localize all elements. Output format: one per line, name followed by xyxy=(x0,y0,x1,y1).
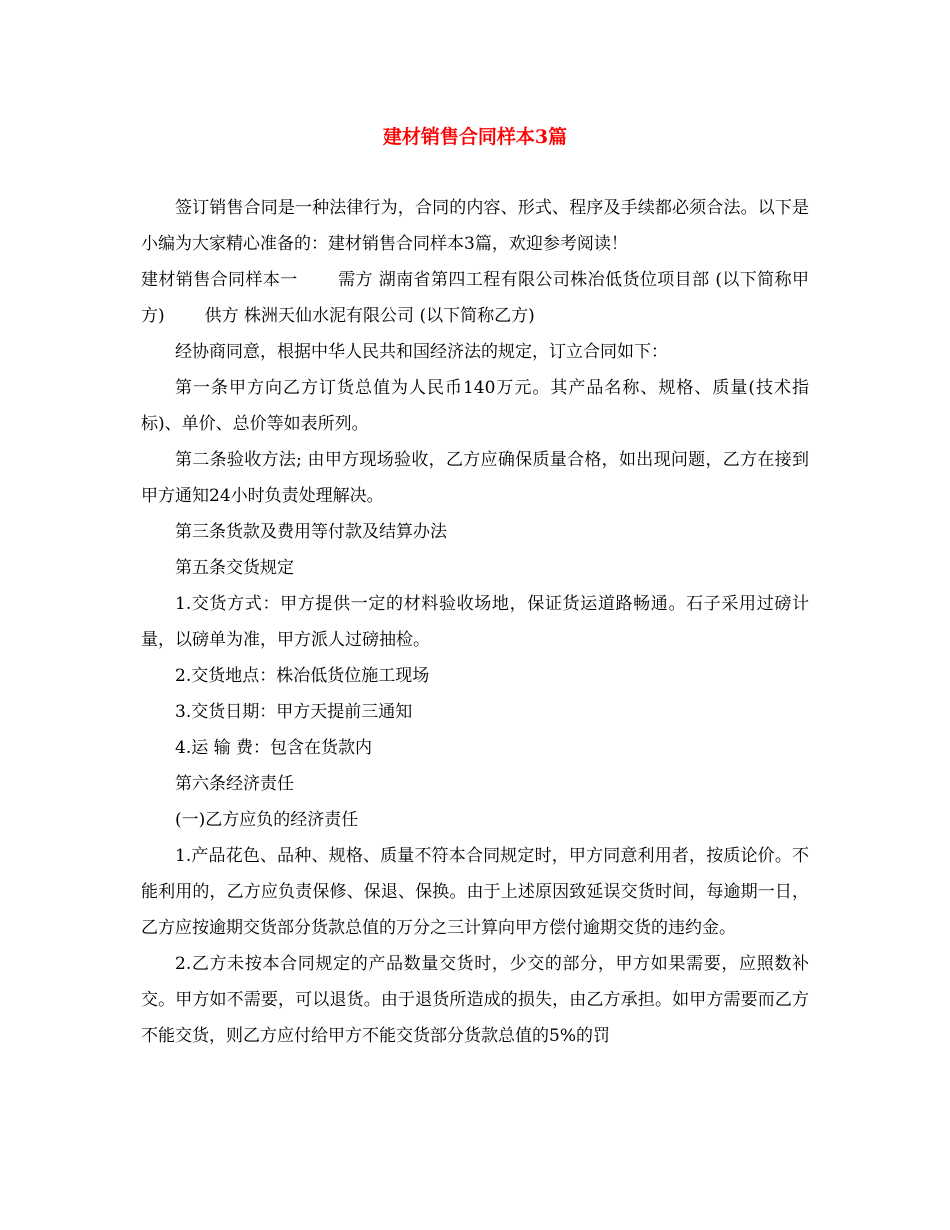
paragraph: 第三条货款及费用等付款及结算办法 xyxy=(175,522,447,542)
intro-paragraph: 签订销售合同是一种法律行为，合同的内容、形式、程序及手续都必须合法。以下是小编为大家精心准备的：建材销售合同样本3篇，欢迎参考阅读！ xyxy=(141,198,809,254)
parties-paragraph xyxy=(141,262,809,334)
paragraph: 第五条交货规定 xyxy=(175,558,294,578)
paragraph: 第一条甲方向乙方订货总值为人民币140万元。其产品名称、规格、质量(技术指标)、单价、总价等如表所列。 xyxy=(141,378,809,434)
paragraph: 1.交货方式：甲方提供一定的材料验收场地，保证货运道路畅通。石子采用过磅计量，以磅单为准，甲方派人过磅抽检。 xyxy=(141,594,809,650)
document-title: 建材销售合同样本3篇 xyxy=(382,126,568,148)
document-body xyxy=(141,190,809,1054)
paragraph: 2.交货地点：株冶低货位施工现场 xyxy=(175,666,430,686)
sample-heading: 建材销售合同样本一 xyxy=(141,270,298,290)
paragraph: 第六条经济责任 xyxy=(175,774,294,794)
supplier-text: 供方 株洲天仙水泥有限公司 (以下简称乙方) xyxy=(204,306,535,326)
paragraph: 4.运 输 费：包含在货款内 xyxy=(175,738,373,758)
buyer-text: 需方 湖南省第四工程有限公司株冶低货位项目部 (以下简称甲方) xyxy=(141,270,809,326)
paragraph: 3.交货日期：甲方天提前三通知 xyxy=(175,702,413,722)
paragraph: (一)乙方应负的经济责任 xyxy=(175,810,359,830)
paragraph: 第二条验收方法; 由甲方现场验收，乙方应确保质量合格，如出现问题，乙方在接到甲方通知24小时负责处理解决。 xyxy=(141,450,809,506)
paragraph: 2.乙方未按本合同规定的产品数量交货时，少交的部分，甲方如果需要，应照数补交。甲方如不需要，可以退货。由于退货所造成的损失，由乙方承担。如甲方需要而乙方不能交货，则乙方应付给甲方不能交货部分货款总值的5%的罚 xyxy=(141,954,809,1046)
paragraph: 1.产品花色、品种、规格、质量不符本合同规定时，甲方同意利用者，按质论价。不能利用的，乙方应负责保修、保退、保换。由于上述原因致延误交货时间，每逾期一日，乙方应按逾期交货部分货款总值的万分之三计算向甲方偿付逾期交货的违约金。 xyxy=(141,846,809,938)
paragraph: 经协商同意，根据中华人民共和国经济法的规定，订立合同如下： xyxy=(175,342,668,362)
